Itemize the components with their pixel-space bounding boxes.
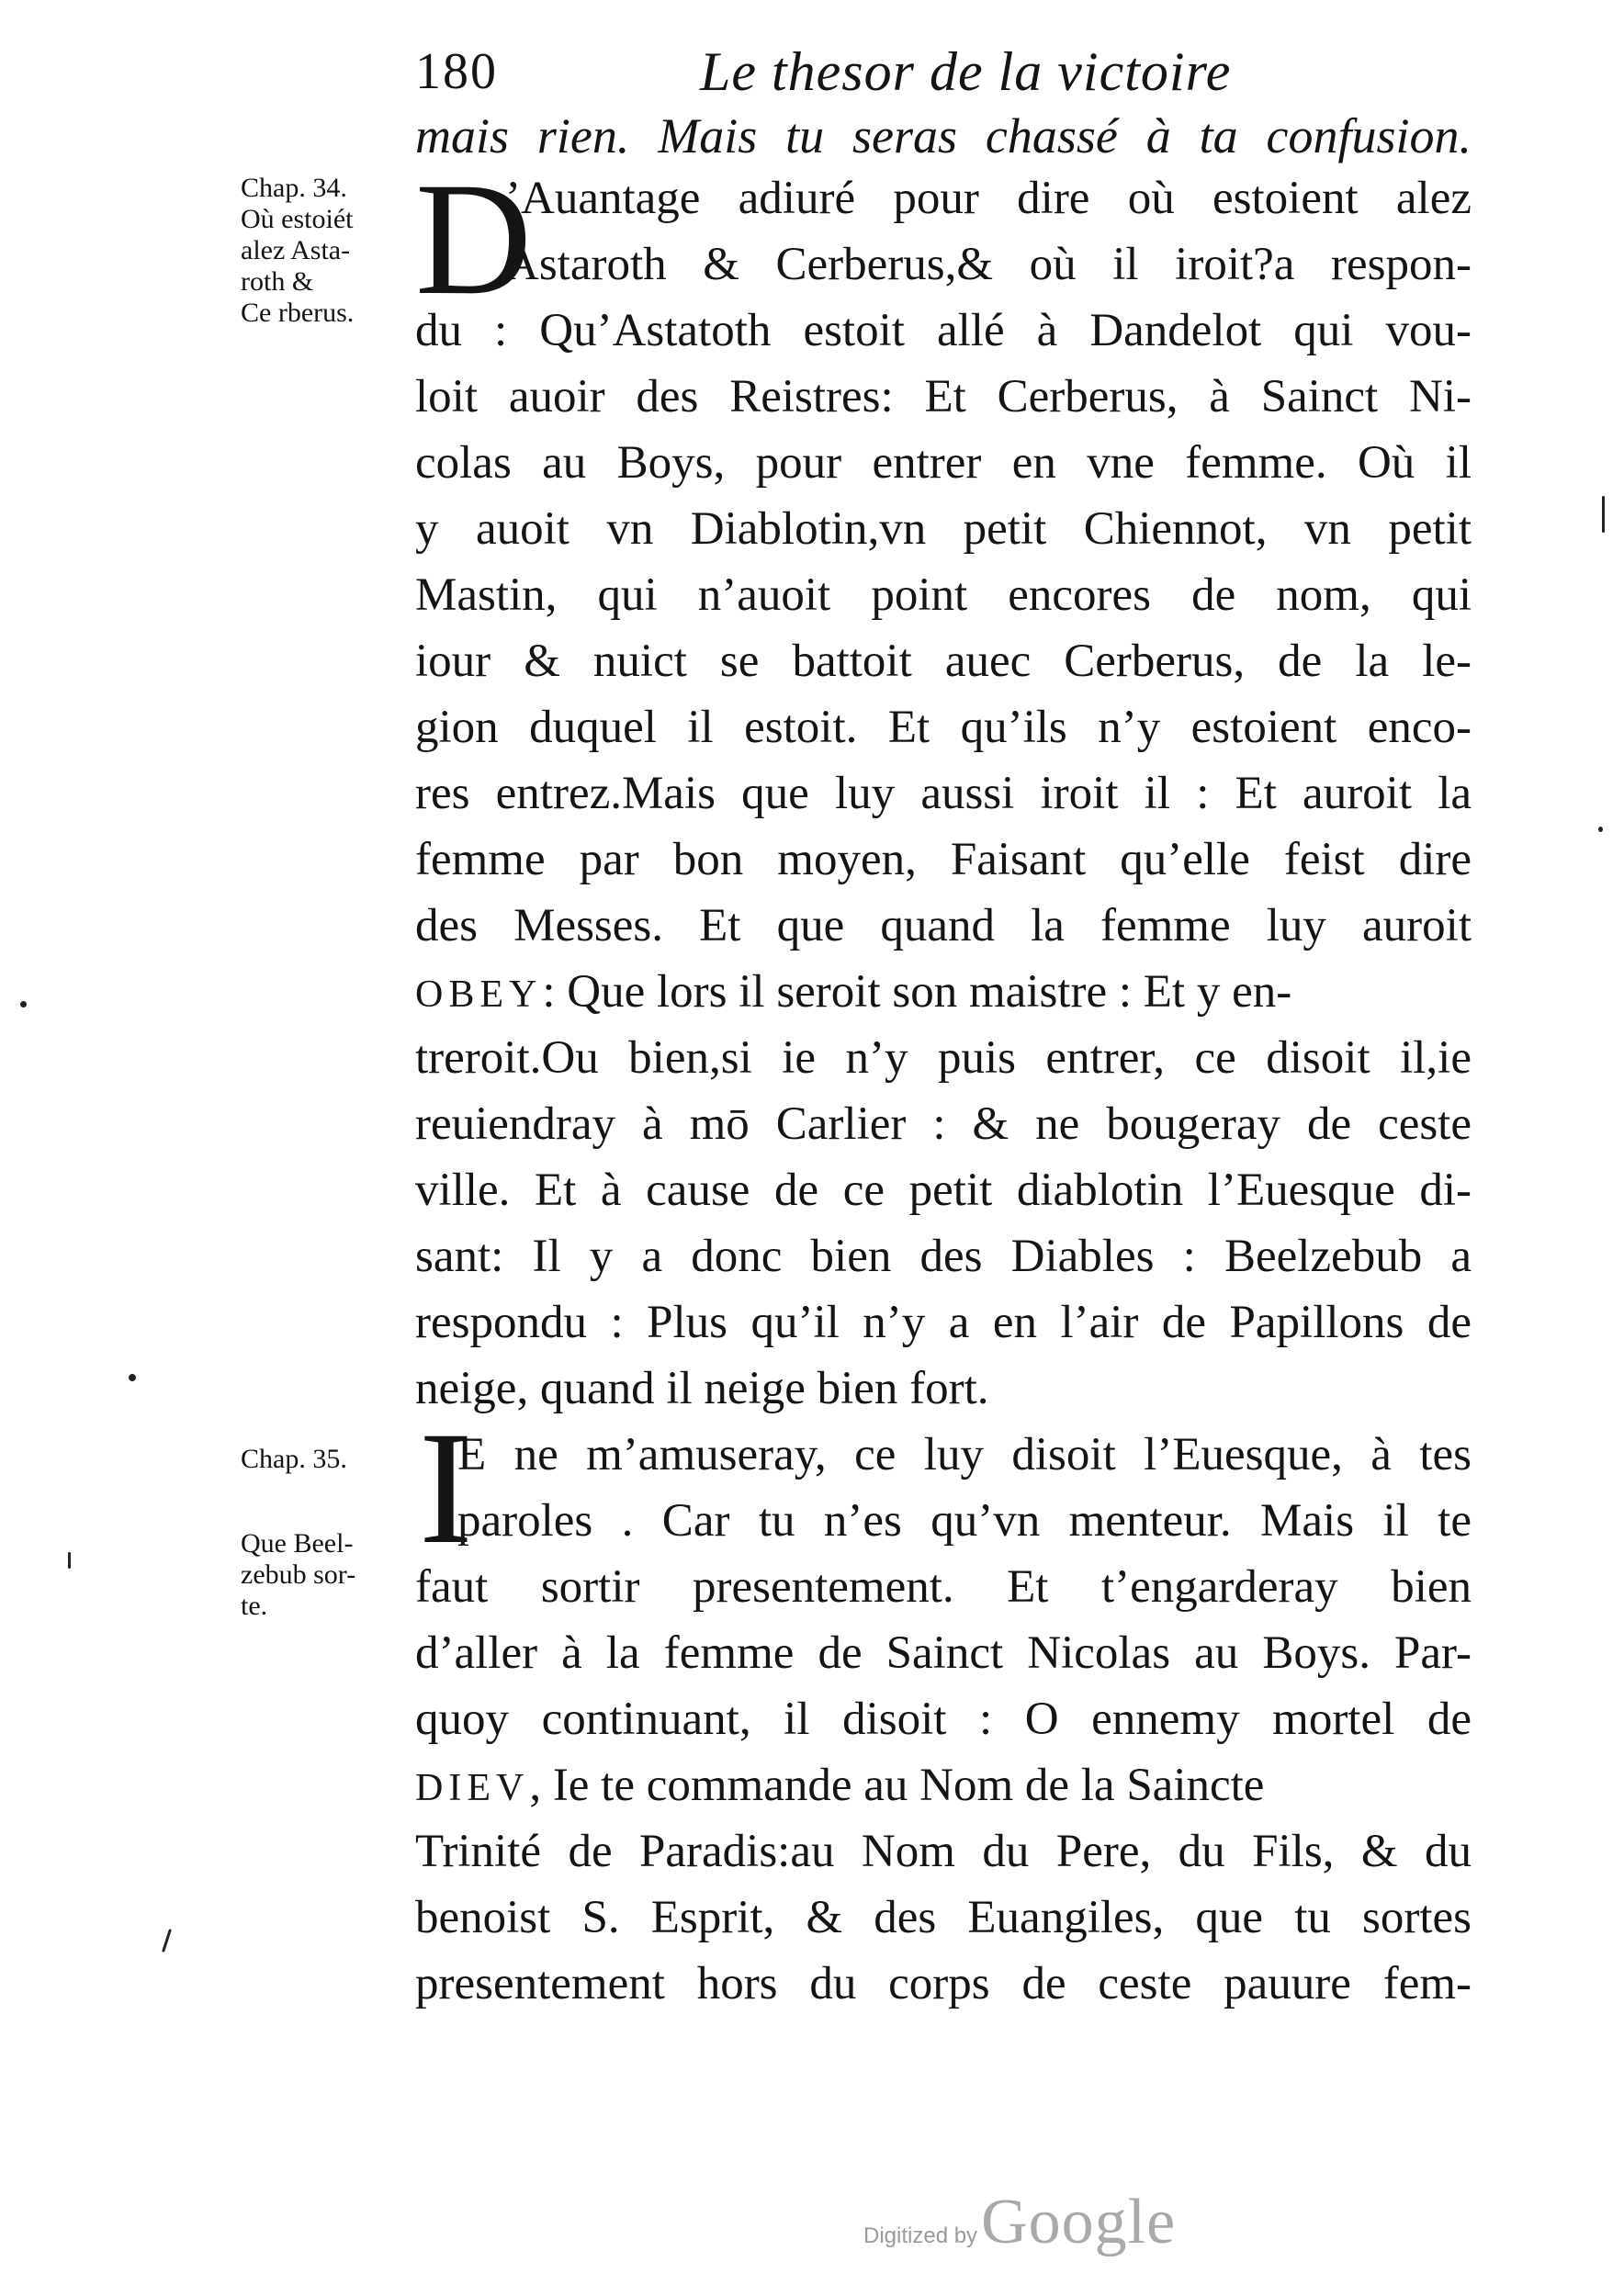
text-line: ville. Et à cause de ce petit diablotin l’Euesque di-	[415, 1165, 1472, 1216]
text-line-rest: , Ie te commande au Nom de la Saincte	[529, 1760, 1265, 1811]
page-number: 180	[415, 43, 498, 100]
text-line: res entrez.Mais que luy aussi iroit il : Et auroit la	[415, 768, 1472, 819]
margin-note-line: Chap. 35.	[241, 1444, 347, 1474]
text-line: presentement hors du corps de ceste pauure fem-	[415, 1958, 1472, 2009]
running-head	[415, 35, 1472, 108]
scan-speck	[68, 1552, 71, 1569]
text-line: gion duquel il estoit. Et qu’ils n’y estoient enco-	[415, 702, 1472, 753]
margin-note-line: zebub sor-	[241, 1559, 356, 1590]
text-line: ’Auantage adiuré pour dire où estoient alez	[505, 173, 1472, 224]
text-line-rest: : Que lors il seroit son maistre : Et y en-	[542, 966, 1292, 1018]
text-line: benoist S. Esprit, & des Euangiles, que tu sortes	[415, 1892, 1472, 1943]
text-line-italic-closing: mais rien. Mais tu seras chassé à ta confusion.	[415, 108, 1472, 163]
text-line: des Messes. Et que quand la femme luy auroit	[415, 900, 1472, 951]
text-line: femme par bon moyen, Faisant qu’elle feist dire	[415, 834, 1472, 885]
scan-speck	[162, 1929, 172, 1953]
text-line: paroles . Car tu n’es qu’vn menteur. Mais il te	[457, 1495, 1472, 1547]
text-line: respondu : Plus qu’il n’y a en l’air de Papillons de	[415, 1297, 1472, 1348]
text-line: E ne m’amuseray, ce luy disoit l’Euesque, à tes	[457, 1429, 1472, 1480]
running-title: Le thesor de la victoire	[700, 41, 1232, 102]
dropcap-d: D	[415, 150, 533, 329]
margin-note-chap-35	[241, 1444, 399, 1475]
margin-note-line: te.	[241, 1591, 268, 1621]
scan-speck	[1602, 496, 1605, 533]
margin-note-line: Chap. 34.	[241, 173, 347, 203]
text-line: Mastin, qui n’auoit point encores de nom, qui	[415, 569, 1472, 621]
dropcap-i: I	[419, 1399, 473, 1578]
margin-note-chap-34	[241, 173, 399, 329]
margin-note-line: alez Asta-	[241, 235, 351, 265]
text-line-dieu	[415, 1752, 1472, 1818]
text-line: reuiendray à mō Carlier : & ne bougeray de ceste	[415, 1098, 1472, 1150]
smallcaps-obey: OBEY	[415, 974, 543, 1016]
margin-note-line: Ce rberus.	[241, 298, 355, 328]
text-line: du : Qu’Astatoth estoit allé à Dandelot qui vou-	[415, 305, 1472, 356]
text-line: loit auoir des Reistres: Et Cerberus, à Sainct Ni-	[415, 371, 1472, 422]
text-line: d’aller à la femme de Sainct Nicolas au Boys. Par-	[415, 1627, 1472, 1679]
smallcaps-dieu: DIEV	[415, 1767, 530, 1809]
margin-note-line: Que Beel-	[241, 1528, 354, 1559]
text-line: iour & nuict se battoit auec Cerberus, de la le-	[415, 636, 1472, 687]
text-line: neige, quand il neige bien fort.	[415, 1363, 989, 1414]
margin-note-line: Où estoiét	[241, 204, 354, 234]
text-line: sant: Il y a donc bien des Diables : Beelzebub a	[415, 1231, 1472, 1282]
margin-note-line: roth &	[241, 266, 314, 297]
text-line: quoy continuant, il disoit : O ennemy mortel de	[415, 1694, 1472, 1745]
digitized-by-label: Digitized by	[863, 2223, 978, 2248]
google-watermark	[863, 2186, 1176, 2268]
text-line: faut sortir presentement. Et t’engarderay bien	[415, 1561, 1472, 1613]
text-line-obey	[415, 959, 1472, 1025]
scan-speck	[129, 1374, 136, 1381]
text-line: colas au Boys, pour entrer en vne femme. Où il	[415, 437, 1472, 489]
margin-note-beelzebub	[241, 1528, 399, 1622]
scan-speck	[1598, 827, 1603, 832]
text-line: Astaroth & Cerberus,& où il iroit?a respon-	[505, 239, 1472, 290]
google-logo: Google	[981, 2187, 1177, 2257]
text-line: treroit.Ou bien,si ie n’y puis entrer, ce disoit il,ie	[415, 1032, 1472, 1084]
text-line: y auoit vn Diablotin,vn petit Chiennot, vn petit	[415, 503, 1472, 555]
text-line: Trinité de Paradis:au Nom du Pere, du Fils, & du	[415, 1826, 1472, 1877]
scan-speck	[20, 1001, 27, 1007]
